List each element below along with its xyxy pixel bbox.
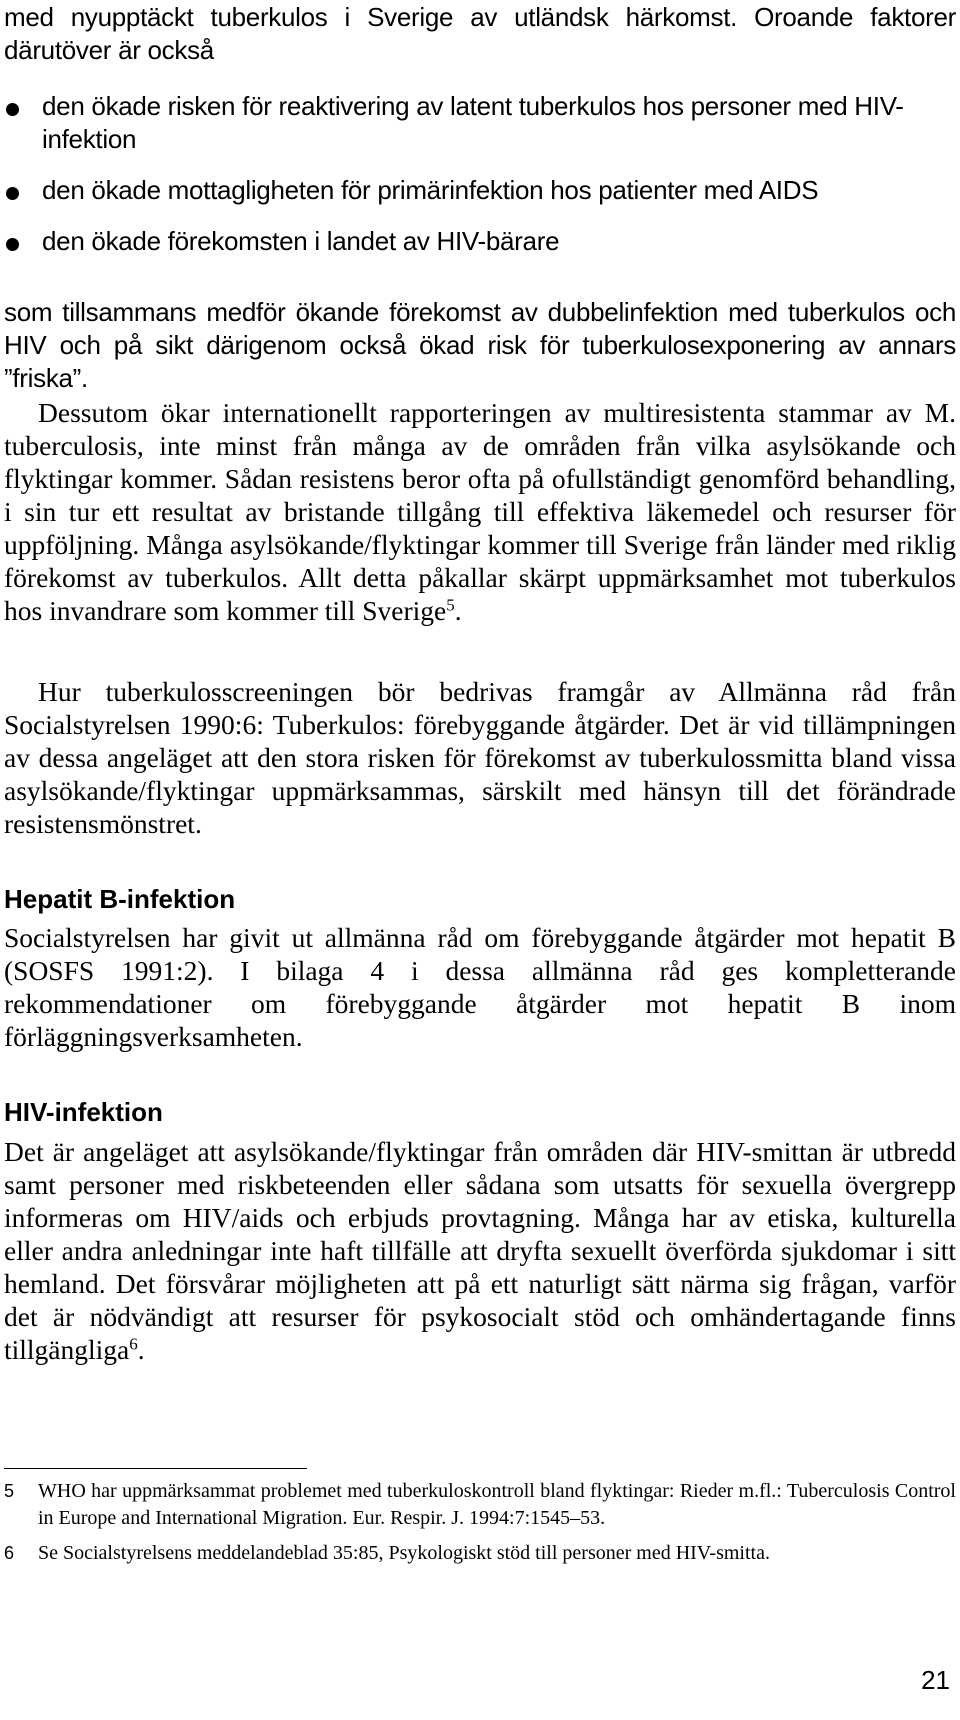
hiv-text: Det är angeläget att asylsökande/flyktingar från områden där HIV-smittan är utbredd samt personer med riskbeteenden eller sådana som utsatts för sexuella övergrepp informeras om HIV/aids och erbjuds provtagning. Många har av etiska, kulturella eller andra anledningar inte haft tillfälle att dryfta sexuellt överförda sjukdomar i sitt hemland. Det försvårar möjligheten att på ett naturligt sätt närma sig frågan, varför det är nödvändigt att resurser för psykosocialt stöd och omhändertagande finns tillgängliga xyxy=(4,1136,956,1365)
screening-paragraph: Hur tuberkulosscreeningen bör bedrivas framgår av Allmänna råd från Socialstyrelsen 1990:6: Tuberkulos: förebyggande åtgärder. Det är vid tillämpningen av dessa angeläget att den stora risken för förekomst av tuberkulossmitta bland vissa asylsökande/flyktingar uppmärksammas, särskilt med hänsyn till det förändrade resistensmönstret. xyxy=(4,676,956,839)
footnote-divider xyxy=(4,1468,307,1469)
footnote-5 xyxy=(4,1478,956,1532)
bullet-icon xyxy=(6,187,19,200)
heading-hiv: HIV-infektion xyxy=(4,1097,163,1127)
bullet-icon xyxy=(6,103,19,116)
risk-factor-list xyxy=(4,90,956,258)
after-list-paragraph: som tillsammans medför ökande förekomst av dubbelinfektion med tuberkulos och HIV och på sikt därigenom också ökad risk för tuberkulosexponering av annars ”friska”. xyxy=(4,297,956,393)
bullet-icon xyxy=(6,238,19,251)
hepatit-paragraph: Socialstyrelsen har givit ut allmänna råd om förebyggande åtgärder mot hepatit B (SOSFS 1991:2). I bilaga 4 i dessa allmänna råd ges kompletterande rekommendationer om förebyggande åtgärder mot hepatit B inom förläggningsverksamheten. xyxy=(4,922,956,1052)
footnote-6 xyxy=(4,1540,956,1567)
list-item xyxy=(4,174,956,207)
footnote-text: WHO har uppmärksammat problemet med tuberkuloskontroll bland flyktingar: Rieder m.fl.: Tuberculosis Control in Europe and International Migration. Eur. Respir. J. 1994:7:1545–53. xyxy=(38,1480,956,1529)
heading-hepatit-b: Hepatit B-infektion xyxy=(4,884,236,914)
footnote-number: 5 xyxy=(4,1481,15,1501)
list-item-text: den ökade förekomsten i landet av HIV-bärare xyxy=(42,226,560,256)
hiv-end: . xyxy=(137,1334,145,1365)
resistance-paragraph xyxy=(4,396,956,627)
resistance-end: . xyxy=(454,595,462,626)
footnote-text: Se Socialstyrelsens meddelandeblad 35:85, Psykologiskt stöd till personer med HIV-smitta. xyxy=(38,1542,770,1564)
footnote-ref-5[interactable]: 5 xyxy=(446,595,455,615)
intro-paragraph: med nyupptäckt tuberkulos i Sverige av utländsk härkomst. Oroande faktorer därutöver är också xyxy=(4,2,956,65)
list-item-text: den ökade risken för reaktivering av latent tuberkulos hos personer med HIV-infektion xyxy=(42,91,904,154)
resistance-text: Dessutom ökar internationellt rapporteringen av multiresistenta stammar av M. tuberculosis, inte minst från många av de områden från vilka asylsökande och flyktingar kommer. Sådan resistens beror ofta på ofullständigt genomförd behandling, i sin tur ett resultat av bristande tillgång till effektiva läkemedel och resurser för uppföljning. Många asylsökande/flyktingar kommer till Sverige från länder med riklig förekomst av tuberkulos. Allt detta påkallar skärpt uppmärksamhet mot tuberkulos hos invandrare som kommer till Sverige xyxy=(4,397,956,626)
list-item xyxy=(4,225,956,258)
hiv-paragraph xyxy=(4,1135,956,1366)
footnote-ref-6[interactable]: 6 xyxy=(129,1334,138,1354)
footnote-number: 6 xyxy=(4,1543,15,1563)
list-item-text: den ökade mottagligheten för primärinfektion hos patienter med AIDS xyxy=(42,175,819,205)
list-item xyxy=(4,90,956,156)
page-number: 21 xyxy=(921,1665,950,1695)
